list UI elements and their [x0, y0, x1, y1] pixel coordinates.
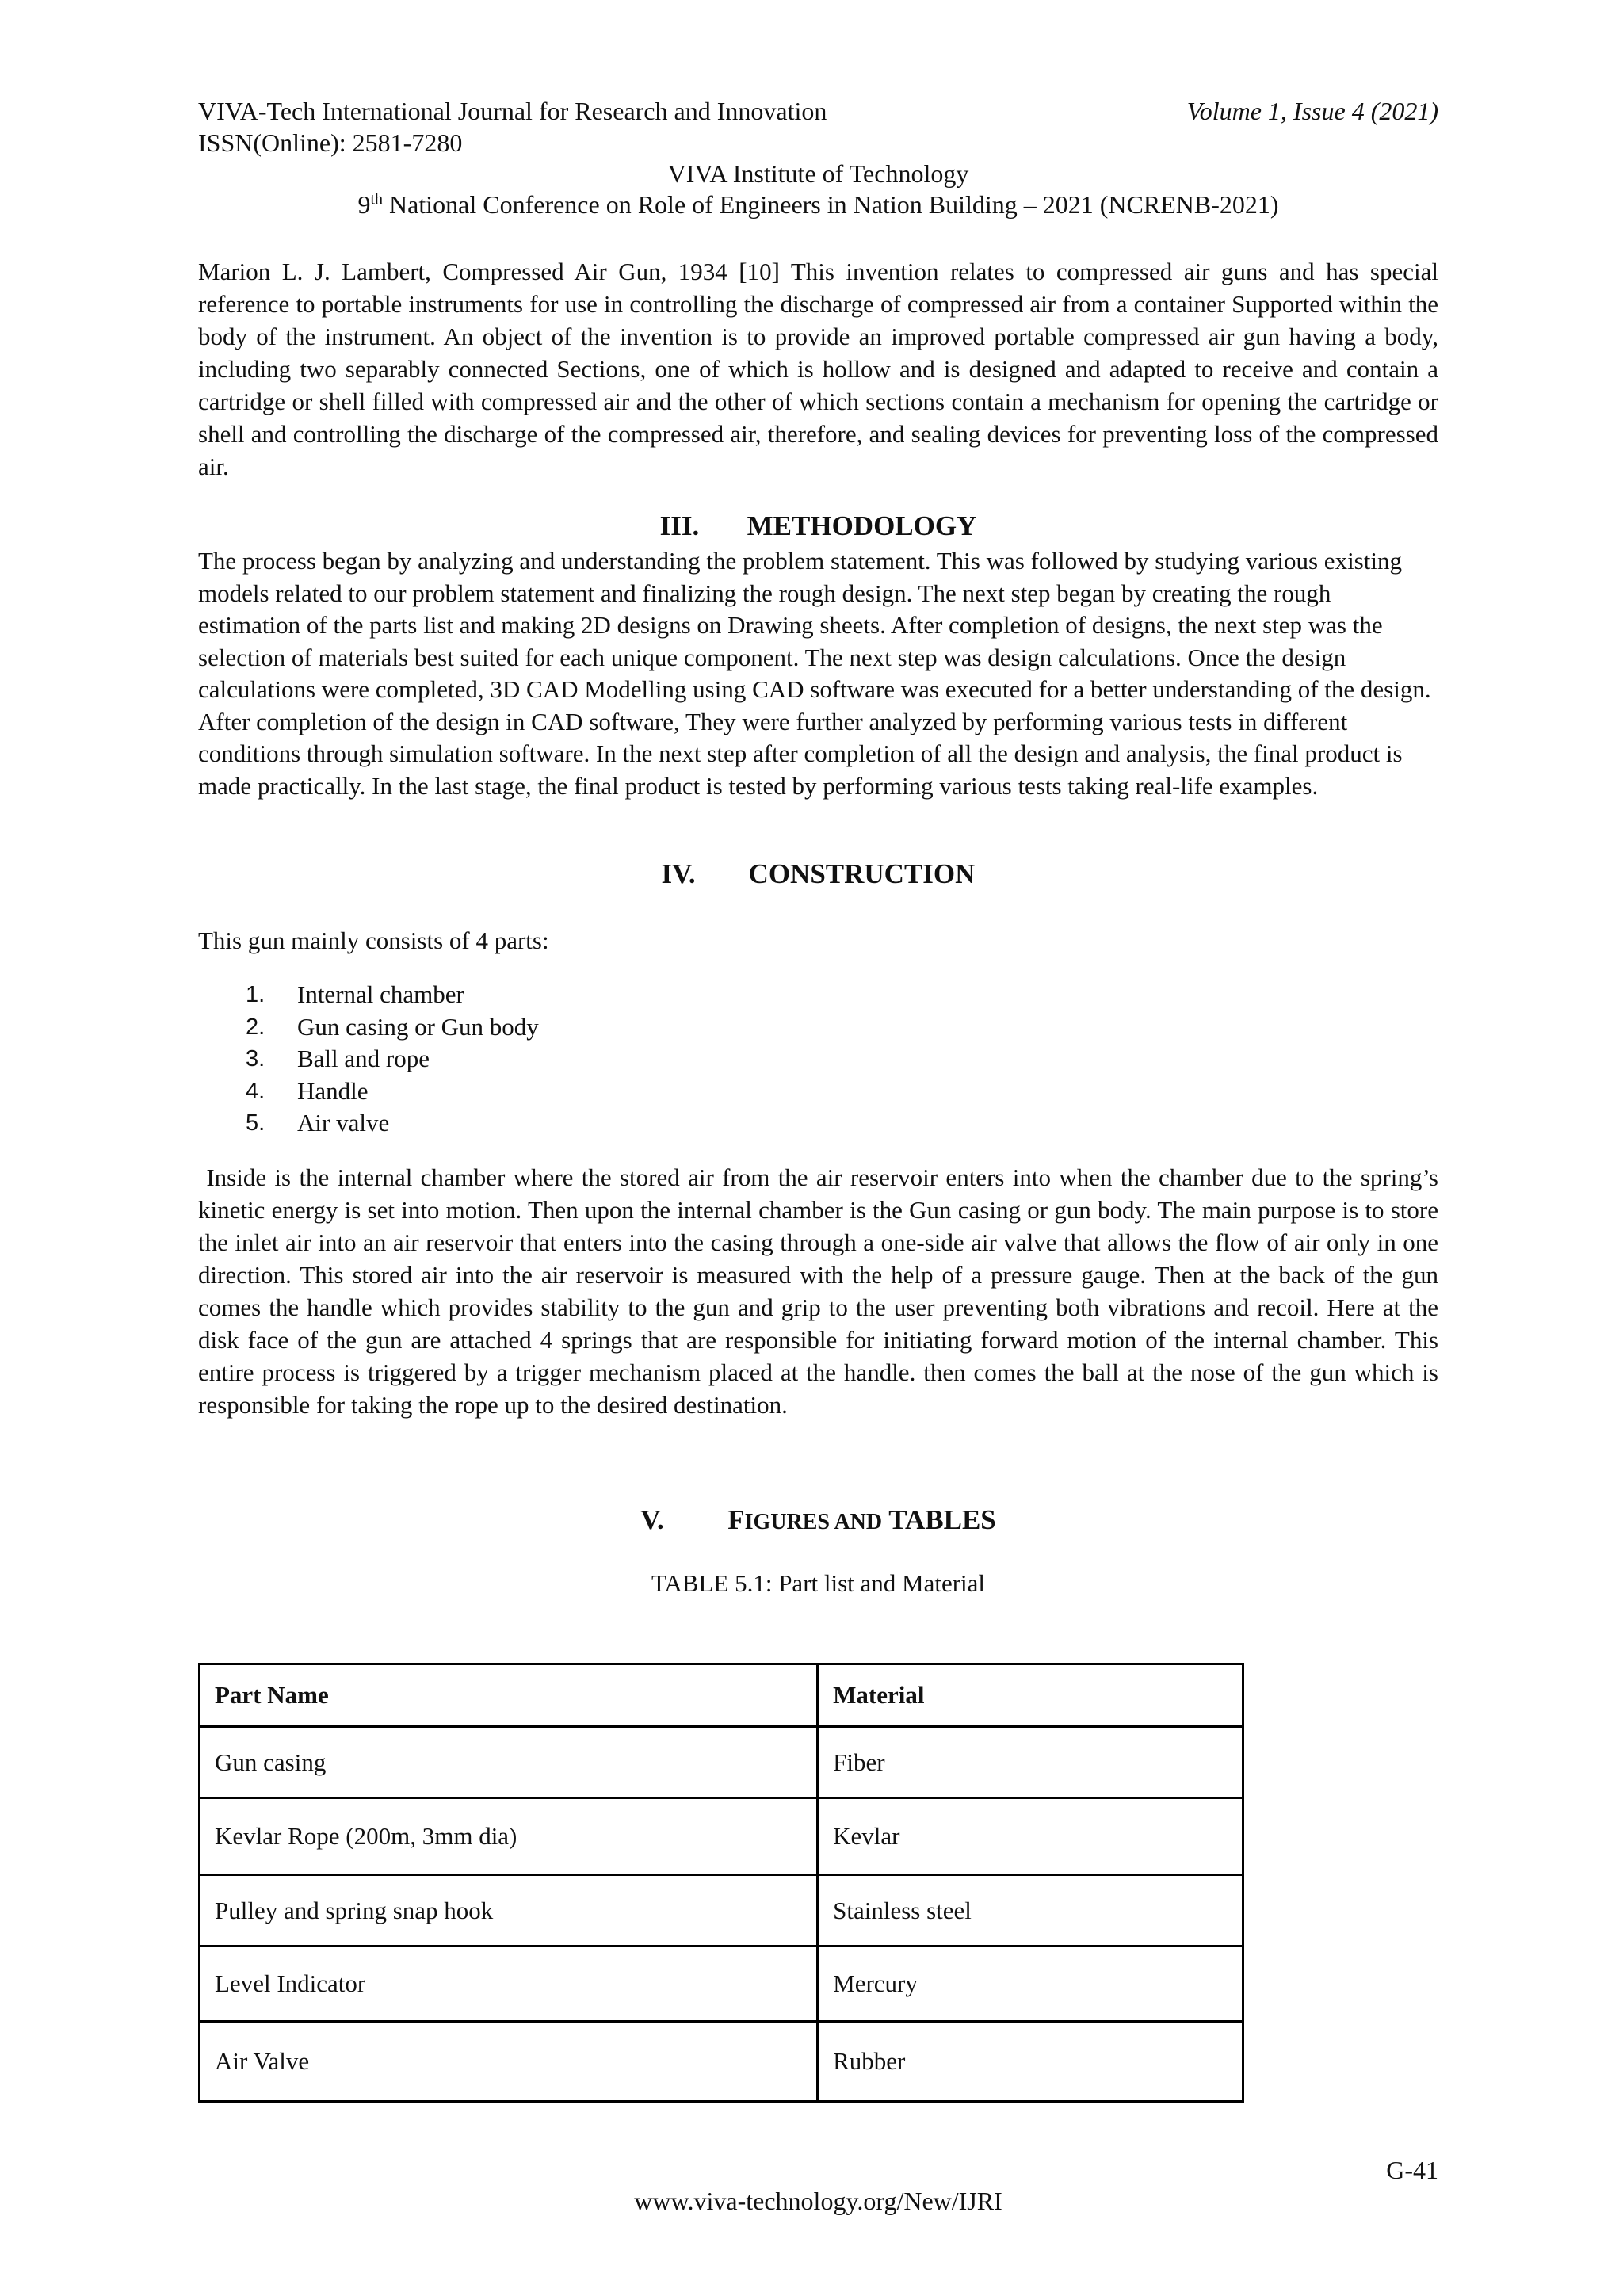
- conference-number: 9: [357, 190, 371, 219]
- figures-heading: [198, 1503, 1438, 1540]
- table-cell: Kevlar: [818, 1798, 1243, 1875]
- table-cell: Air Valve: [200, 2022, 818, 2102]
- table-header-cell: Part Name: [200, 1664, 818, 1727]
- construction-intro: This gun mainly consists of 4 parts:: [198, 926, 549, 954]
- volume-issue: Volume 1, Issue 4 (2021): [1186, 97, 1438, 125]
- table-cell: Level Indicator: [200, 1946, 818, 2022]
- list-label: Air valve: [297, 1109, 390, 1137]
- paper-page: [198, 0, 1445, 2296]
- table-cell: Fiber: [818, 1727, 1243, 1798]
- section-number: III.: [659, 510, 700, 541]
- list-label: Ball and rope: [297, 1045, 430, 1072]
- section-number: V.: [640, 1504, 664, 1535]
- list-item: [198, 1107, 539, 1140]
- methodology-paragraph: The process began by analyzing and understanding the problem statement. This was followed by studying various existing models related to our problem statement and finalizing the rough design. The next step began by creating the rough estimation of the parts list and making 2D designs on Drawing sheets. After completion of designs, the next step was the selection of materials best suited for each unique component. The next step was design calculations. Once the design calculations were completed, 3D CAD Modelling using CAD software was executed for a better understanding of the design. After completion of the design in CAD software, They were further analyzed by performing various tests in different conditions through simulation software. In the next step after completion of all the design and analysis, the final product is made practically. In the last stage, the final product is tested by performing various tests taking real-life examples.: [198, 547, 1431, 800]
- list-number: 1.: [246, 982, 265, 1007]
- table-row: [200, 1727, 1243, 1798]
- table-header-cell: Material: [818, 1664, 1243, 1727]
- construction-heading: [198, 857, 1438, 892]
- table-row: [200, 1946, 1243, 2022]
- section-title-end: TABLES: [888, 1504, 996, 1535]
- conference-name: [198, 189, 1438, 220]
- list-item: [198, 979, 539, 1011]
- page-number: G-41: [1386, 2156, 1438, 2184]
- table-cell: Kevlar Rope (200m, 3mm dia): [200, 1798, 818, 1875]
- section-title: CONSTRUCTION: [748, 858, 976, 889]
- table-cell: Gun casing: [200, 1727, 818, 1798]
- table-cell: Pulley and spring snap hook: [200, 1875, 818, 1946]
- conference-title: National Conference on Role of Engineers in Nation Building – 2021 (NCRENB-2021): [383, 190, 1279, 219]
- list-number: 5.: [246, 1110, 265, 1136]
- section-title-smallcaps: IGURES AND: [744, 1510, 883, 1534]
- parts-list: [198, 979, 539, 1140]
- list-number: 3.: [246, 1046, 265, 1072]
- institute-name: VIVA Institute of Technology: [667, 159, 969, 188]
- conference-ordinal: th: [370, 190, 384, 208]
- table-cell: Stainless steel: [818, 1875, 1243, 1946]
- table-caption: TABLE 5.1: Part list and Material: [651, 1569, 986, 1597]
- table-row: [200, 1798, 1243, 1875]
- list-label: Gun casing or Gun body: [297, 1012, 539, 1041]
- section-title-initial: F: [727, 1504, 745, 1535]
- table-row: [200, 1875, 1243, 1946]
- list-number: 4.: [246, 1078, 265, 1104]
- table-cell: Rubber: [818, 2022, 1243, 2102]
- issn: ISSN(Online): 2581-7280: [198, 128, 463, 157]
- list-item: [198, 1043, 539, 1075]
- journal-name: VIVA-Tech International Journal for Research and Innovation: [198, 97, 827, 125]
- footer-url: www.viva-technology.org/New/IJRI: [634, 2187, 1002, 2215]
- lambert-paragraph: Marion L. J. Lambert, Compressed Air Gun, 1934 [10] This invention relates to compressed air guns and has special reference to portable instruments for use in controlling the discharge of compressed air from a container Supported within the body of the instrument. An object of the invention is to provide an improved portable compressed air gun having a body, including two separably connected Sections, one of which is hollow and is designed and adapted to receive and contain a cartridge or shell filled with compressed air and the other of which sections contain a mechanism for opening the cartridge or shell and controlling the discharge of the compressed air, therefore, and sealing devices for preventing loss of the compressed air.: [198, 258, 1438, 480]
- table-cell: Mercury: [818, 1946, 1243, 2022]
- list-number: 2.: [246, 1014, 265, 1040]
- list-item: [198, 1011, 539, 1044]
- section-number: IV.: [661, 858, 696, 889]
- table-header-row: [200, 1664, 1243, 1727]
- section-title: METHODOLOGY: [747, 510, 977, 541]
- list-label: Internal chamber: [297, 980, 464, 1008]
- parts-material-table: [198, 1663, 1244, 2103]
- list-item: [198, 1075, 539, 1108]
- construction-paragraph: Inside is the internal chamber where the stored air from the air reservoir enters into when the chamber due to the spring’s kinetic energy is set into motion. Then upon the internal chamber is the Gun casing or gun body. The main purpose is to store the inlet air into an air reservoir that enters into the casing through a one-side air valve that allows the flow of air only in one direction. This stored air into the air reservoir is measured with the help of a pressure gauge. Then at the back of the gun comes the handle which provides stability to the gun and grip to the user preventing both vibrations and recoil. Here at the disk face of the gun are attached 4 springs that are responsible for initiating forward motion of the internal chamber. This entire process is triggered by a trigger mechanism placed at the handle. then comes the ball at the nose of the gun which is responsible for taking the rope up to the desired destination.: [198, 1163, 1445, 1419]
- table-row: [200, 2022, 1243, 2102]
- methodology-heading: [198, 509, 1438, 544]
- list-label: Handle: [297, 1076, 369, 1105]
